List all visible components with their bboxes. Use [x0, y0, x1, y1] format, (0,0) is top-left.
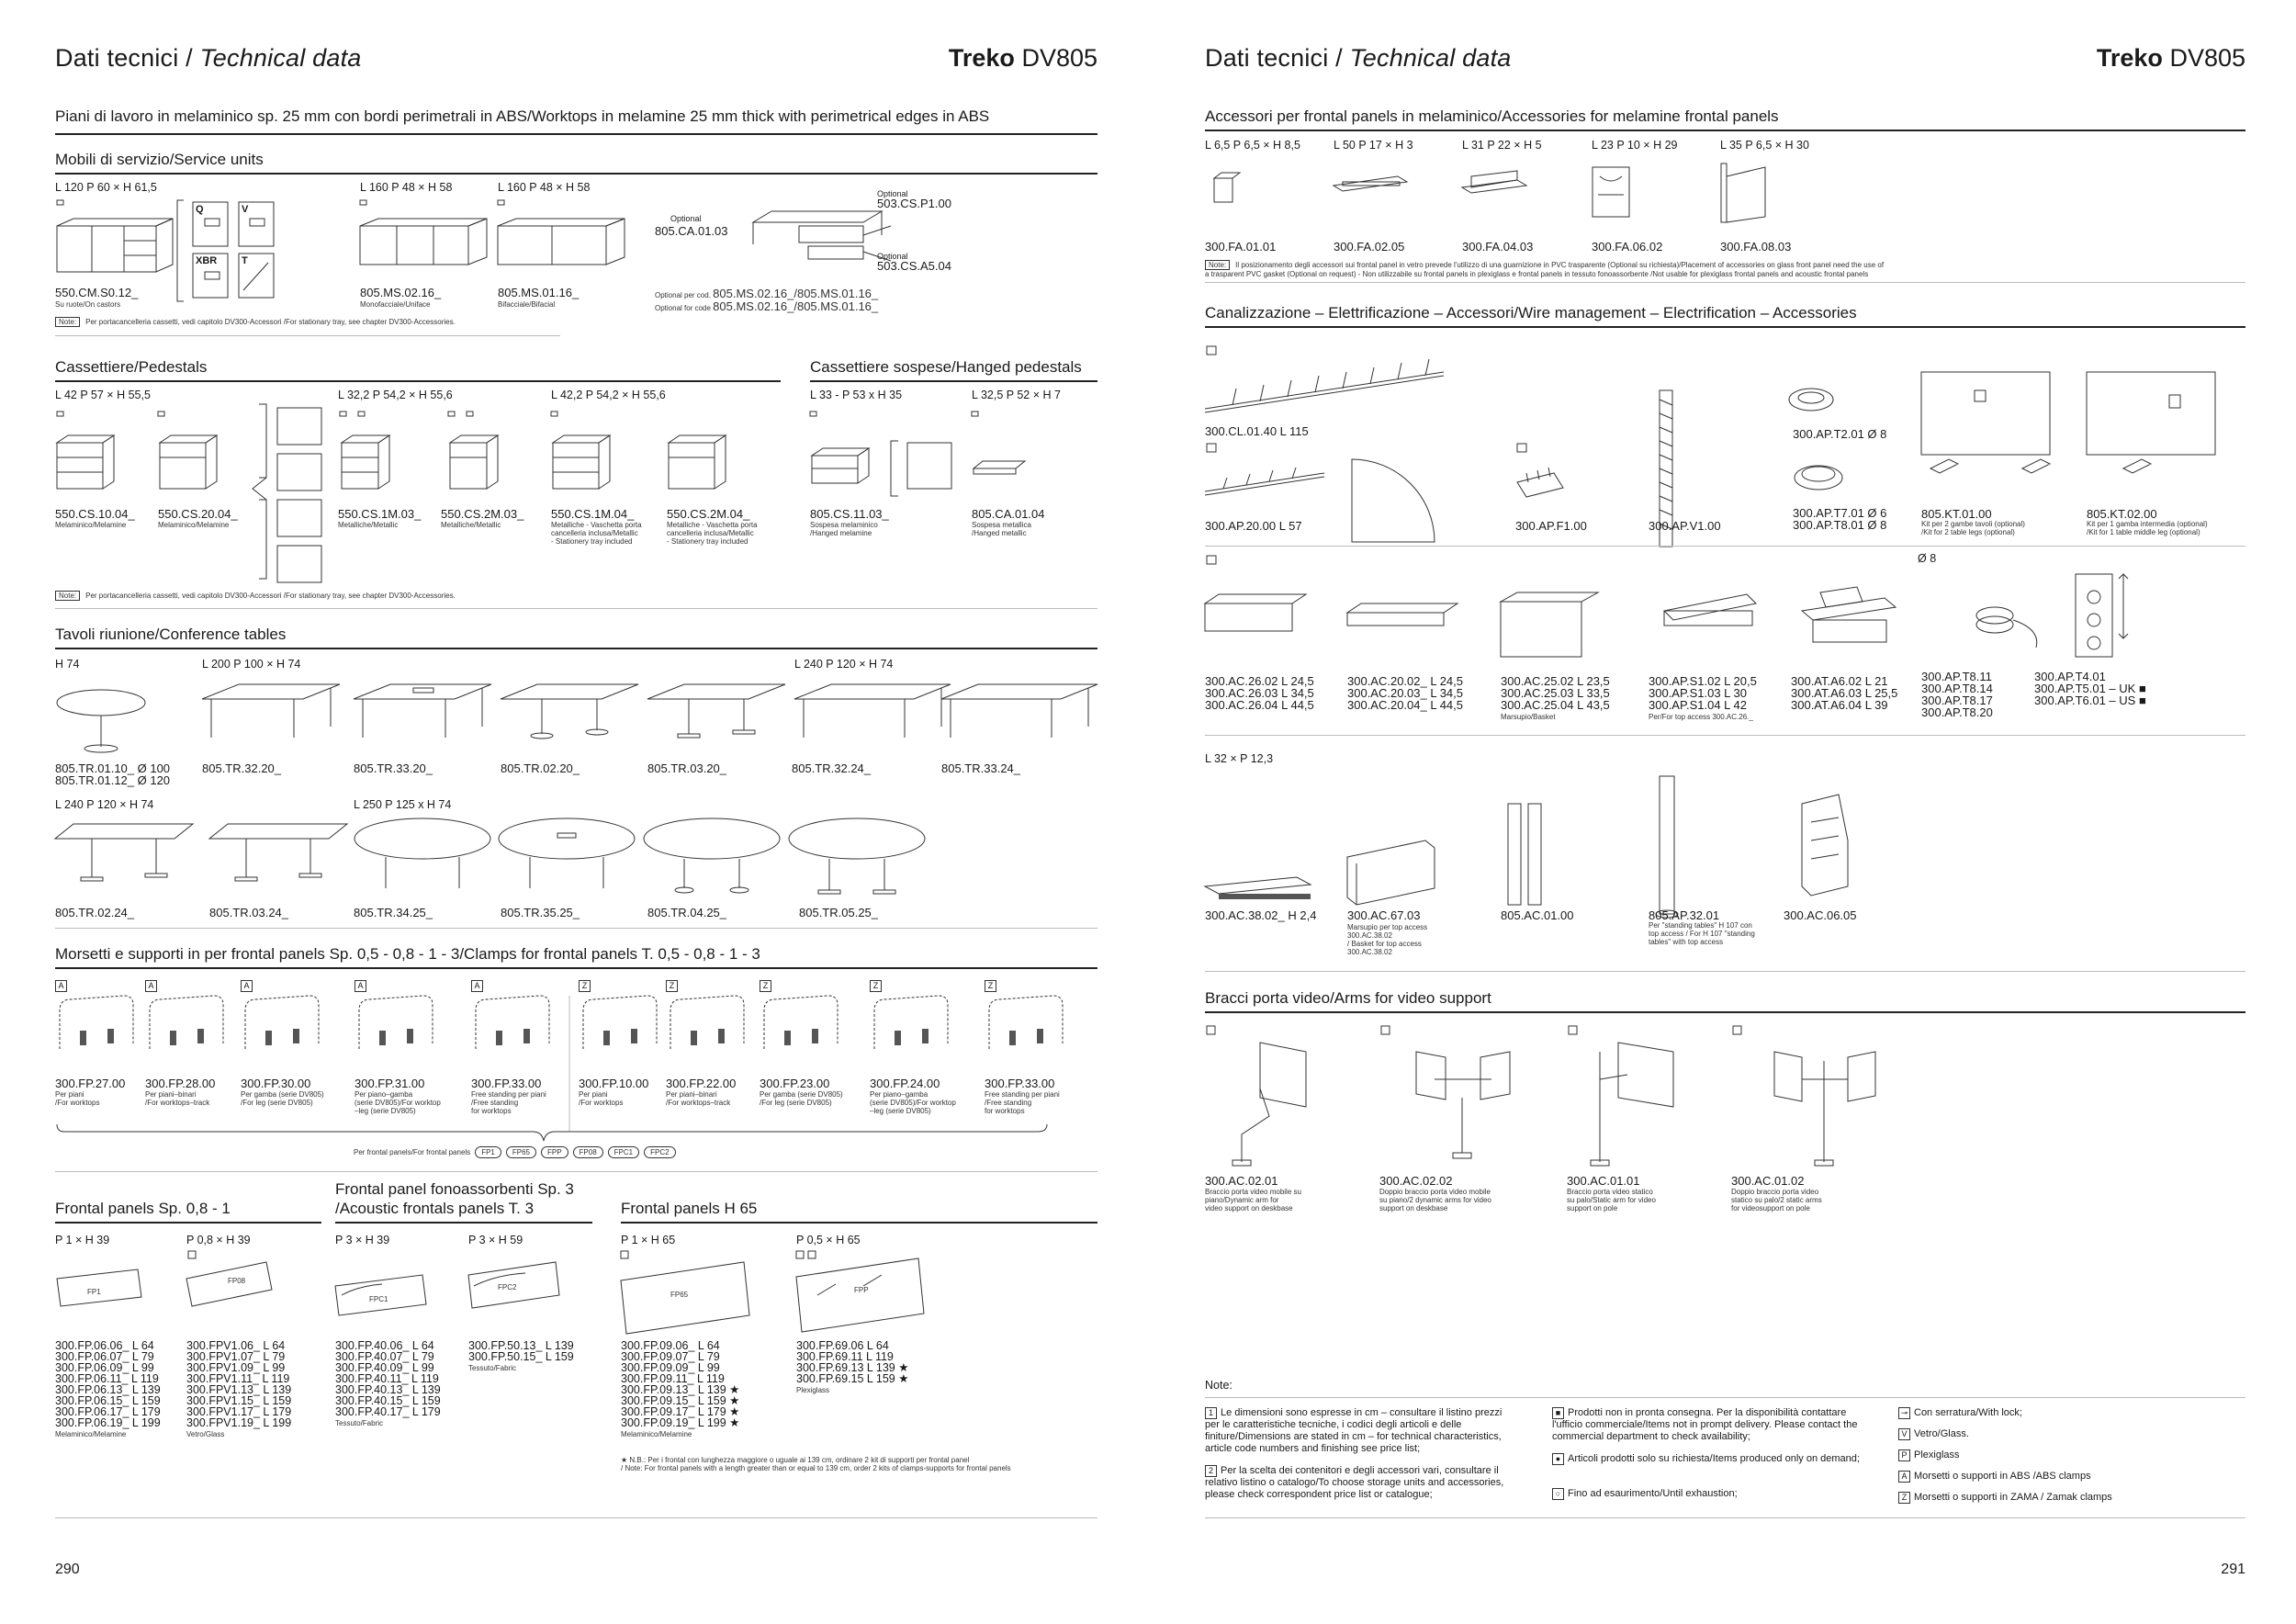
- wire-code: 300.AP.T8.11 300.AP.T8.14 300.AP.T8.17 300.AP.T8.20: [1921, 670, 1993, 719]
- kit-subtitle: Kit per 1 gamba intermedia (optional) /Kit for 1 table middle leg (optional): [2087, 520, 2208, 536]
- clamp-material-tag: Z: [760, 979, 775, 992]
- section-title-video: Bracci porta video/Arms for video support: [1205, 989, 2245, 1013]
- section-title-clamps: Morsetti e supporti in per frontal panels Sp. 0,5 - 0,8 - 1 - 3/Clamps for frontal panels T. 0,5 - 0,8 - 1 - 3: [55, 945, 1097, 969]
- dim-label: L 50 P 17 × H 3: [1334, 139, 1413, 152]
- product-code: 805.TR.33.20_: [354, 761, 433, 775]
- clamp-bracket: [812, 1029, 818, 1043]
- dim-label: P 3 × H 39: [335, 1234, 390, 1246]
- dim-label: L 250 P 125 x H 74: [354, 798, 452, 811]
- clamp-panel-outline: [670, 996, 744, 1049]
- wire-code: 300.AC.38.02_ H 2,4: [1205, 908, 1317, 922]
- clamp-bracket: [523, 1029, 530, 1043]
- section-title-service: Mobili di servizio/Service units: [55, 151, 1097, 175]
- section-title-frontal3: Frontal panels H 65: [621, 1200, 1097, 1224]
- clamp-subtitle: Per piani /For worktops: [55, 1090, 100, 1107]
- section-title-wire: Canalizzazione – Elettrificazione – Accessori/Wire management – Electrification – Accessories: [1205, 304, 2245, 328]
- wire-subtitle: Per "standing tables" H 107 con top access / For H 107 "standing tables" with top access: [1649, 921, 1755, 946]
- page-number: 291: [2221, 1562, 2245, 1577]
- optional-code: 805.CA.01.03: [655, 224, 728, 238]
- wire-code: 300.AC.25.02 L 23,5 300.AC.25.03 L 33,5 300.AC.25.04 L 43,5: [1501, 674, 1610, 712]
- legend-lock: ⊸ Con serratura/With lock;: [1898, 1407, 2201, 1419]
- clamp-bracket: [379, 1031, 386, 1045]
- clamp-drawings: [55, 994, 1065, 1067]
- product-subtitle: Metalliche/Metallic: [441, 521, 501, 529]
- dim-label: L 35 P 6,5 × H 30: [1720, 139, 1809, 152]
- section-title-pedestals: Cassettiere/Pedestals: [55, 358, 781, 382]
- product-code: 805.TR.02.24_: [55, 906, 135, 919]
- clamp-material-tag: A: [241, 979, 256, 992]
- accessory-code: 300.FA.02.05: [1334, 240, 1405, 254]
- intro-text: Piani di lavoro in melaminico sp. 25 mm con bordi perimetrali in ABS/Worktops in melamine 25 mm thick with perimetrical edges in ABS: [55, 107, 990, 125]
- product-code: 805.TR.34.25_: [354, 906, 433, 919]
- clamp-bracket: [631, 1029, 637, 1043]
- clamp-panel-outline: [989, 996, 1063, 1049]
- clamp-bracket: [197, 1029, 204, 1043]
- dim-label: L 200 P 100 × H 74: [202, 658, 301, 671]
- clamp-code: 300.FP.27.00: [55, 1077, 126, 1090]
- clamp-bracket: [170, 1031, 176, 1045]
- dim-label: L 32,5 P 52 × H 7: [972, 389, 1061, 401]
- pedestal-note: Note: Per portacancelleria cassetti, vedi capitolo DV300-Accessori /For stationary tray, see chapter DV300-Accessories.: [55, 591, 456, 601]
- clamp-material-tag: Z: [666, 979, 681, 992]
- panel-label-fpc2: FPC2: [498, 1283, 517, 1291]
- product-code: 805.TR.35.25_: [501, 906, 580, 919]
- video-subtitle: Braccio porta video mobile su piano/Dynamic arm for video support on deskbase: [1205, 1188, 1301, 1212]
- wire-code: 300.AP.20.00 L 57: [1205, 519, 1302, 533]
- clamp-subtitle: Per gamba (serie DV805) /For leg (serie DV805): [760, 1090, 843, 1107]
- dim-label: L 33 - P 53 x H 35: [810, 389, 903, 401]
- product-code: 805.TR.33.24_: [941, 761, 1021, 775]
- clamp-panel-outline: [60, 996, 133, 1049]
- wire-code: 805.KT.02.00: [2087, 507, 2157, 521]
- product-subtitle: Melaminico/Melamine: [55, 521, 127, 529]
- wire-subtitle: Marsupio per top access 300.AC.38.02 / Basket for top access 300.AC.38.02: [1347, 923, 1428, 956]
- product-code: 805.TR.05.25_: [799, 906, 879, 919]
- product-code: 550.CS.2M.03_: [441, 507, 524, 521]
- panel-label-fpc1: FPC1: [369, 1295, 388, 1303]
- clamp-material-tag: A: [355, 979, 370, 992]
- wire-code: 805.AP.32.01: [1649, 908, 1720, 922]
- clamp-bracket: [718, 1029, 725, 1043]
- product-code: 805.MS.02.16_: [360, 286, 442, 299]
- brand-title: Treko DV805: [948, 44, 1097, 72]
- video-subtitle: Doppio braccio porta video statico su palo/2 static arms for videosupport on pole: [1731, 1188, 1822, 1212]
- panel-code-list: 300.FPV1.06_ L 64 300.FPV1.07_ L 79 300.FPV1.09_ L 99 300.FPV1.11_ L 119 300.FPV1.13_ L 139 300.FPV1.15_ L 159 300.FPV1.17_ L 179 300.FPV1.19_ L 199: [186, 1339, 292, 1429]
- clamp-code: 300.FP.31.00: [355, 1077, 425, 1090]
- section-title-frontal2: Frontal panel fonoassorbenti Sp. 3 /Acoustic frontals panels T. 3: [335, 1179, 592, 1224]
- clamp-code: 300.FP.28.00: [145, 1077, 216, 1090]
- clamp-bracket: [496, 1031, 502, 1045]
- letter-t: T: [242, 255, 248, 266]
- wire-code: 300.AT.A6.02 L 21 300.AT.A6.03 L 25,5 300.AT.A6.04 L 39: [1791, 674, 1898, 712]
- dim-label: L 42,2 P 54,2 × H 55,6: [551, 389, 666, 401]
- product-code: 805.CA.01.04: [972, 507, 1045, 521]
- note-exhaustion: ○ Fino ad esaurimento/Until exhaustion;: [1552, 1488, 1864, 1500]
- product-subtitle: Metalliche - Vaschetta porta cancelleria inclusa/Metallic - Stationery tray included: [551, 521, 642, 546]
- frontal-chip: FP08: [573, 1146, 603, 1158]
- product-subtitle: Bifacciale/Bifacial: [498, 300, 556, 309]
- video-code: 300.AC.01.02: [1731, 1174, 1805, 1188]
- clamp-code: 300.FP.30.00: [241, 1077, 311, 1090]
- brand-title: Treko DV805: [2096, 44, 2245, 72]
- dim-label: L 32 × P 12,3: [1205, 752, 1274, 765]
- panel-material: Tessuto/Fabric: [468, 1364, 517, 1372]
- wire-code: 300.AC.20.02_ L 24,5 300.AC.20.03_ L 34,5 300.AC.20.04_ L 44,5: [1347, 674, 1464, 712]
- wire-code: 300.AC.26.02 L 24,5 300.AC.26.03 L 34,5 300.AC.26.04 L 44,5: [1205, 674, 1314, 712]
- dim-label: L 160 P 48 × H 58: [360, 181, 453, 194]
- product-code: 550.CS.20.04_: [158, 507, 238, 521]
- clamp-material-tag: A: [471, 979, 487, 992]
- note-catalogue: 2 Per la scelta dei contenitori e degli accessori vari, consultare il relativo listino o catalogo/To choose storage units and accessories, please check correspondent price list or catalogue;: [1205, 1465, 1507, 1500]
- wire-subtitle: Per/For top access 300.AC.26._: [1649, 713, 1753, 721]
- pedestal-drawings: [55, 404, 1093, 588]
- dim-label: L 160 P 48 × H 58: [498, 181, 591, 194]
- clamp-panel-outline: [150, 996, 223, 1049]
- dim-label: P 0,8 × H 39: [186, 1234, 251, 1246]
- legend-abs: A Morsetti o supporti in ABS /ABS clamps: [1898, 1471, 2201, 1483]
- clamp-panel-outline: [874, 996, 948, 1049]
- clamp-bracket: [895, 1031, 901, 1045]
- notes-title: Note:: [1205, 1379, 1232, 1392]
- panel-code-list: 300.FP.50.13_ L 139 300.FP.50.15_ L 159: [468, 1339, 574, 1363]
- wire-management-drawings: [1205, 344, 2243, 1079]
- product-code: 805.CS.11.03_: [810, 507, 889, 521]
- panel-material: Vetro/Glass: [186, 1430, 225, 1438]
- clamp-subtitle: Per piano–gamba (serie DV805)/For worktop –leg (serie DV805): [355, 1090, 441, 1115]
- accessory-code: 300.FA.06.02: [1592, 240, 1663, 254]
- clamp-subtitle: Per gamba (serie DV805) /For leg (serie DV805): [241, 1090, 324, 1107]
- optional-code: 503.CS.P1.00: [877, 197, 951, 210]
- product-subtitle: Sospesa metallica /Hanged metallic: [972, 521, 1031, 537]
- panel-label-fp1: FP1: [87, 1288, 101, 1296]
- dim-label: P 0,5 × H 65: [796, 1234, 861, 1246]
- product-code: 805.TR.03.20_: [647, 761, 727, 775]
- dim-label: L 23 P 10 × H 29: [1592, 139, 1678, 152]
- wire-code: 805.AC.01.00: [1501, 908, 1574, 922]
- clamp-code: 300.FP.22.00: [666, 1077, 737, 1090]
- letter-v: V: [242, 204, 249, 215]
- product-code: 805.TR.32.20_: [202, 761, 282, 775]
- clamp-bracket: [784, 1031, 791, 1045]
- wire-code: 300.CL.01.40 L 115: [1205, 424, 1309, 438]
- dim-label: L 6,5 P 6,5 × H 8,5: [1205, 139, 1300, 152]
- video-subtitle: Doppio braccio porta video mobile su piano/2 dynamic arms for video support on deskbase: [1379, 1188, 1491, 1212]
- clamp-subtitle: Per piani /For worktops: [579, 1090, 624, 1107]
- clamp-bracket: [603, 1031, 610, 1045]
- panel-material: Tessuto/Fabric: [335, 1419, 384, 1427]
- optional-for-code-label: Optional for code 805.MS.02.16_/805.MS.01.16_: [655, 299, 879, 313]
- wire-code: 805.KT.01.00: [1921, 507, 1992, 521]
- frontal-chip: FPP: [541, 1146, 568, 1158]
- dim-label: L 240 P 120 × H 74: [794, 658, 894, 671]
- page-number: 290: [55, 1562, 80, 1577]
- section-title-tables: Tavoli riunione/Conference tables: [55, 626, 1097, 649]
- dim-label: P 3 × H 59: [468, 1234, 523, 1246]
- panel-material: Melaminico/Melamine: [55, 1430, 127, 1438]
- clamp-subtitle: Free standing per piani /Free standing for worktops: [985, 1090, 1060, 1115]
- product-code: 550.CS.1M.03_: [338, 507, 422, 521]
- clamp-material-tag: Z: [985, 979, 1000, 992]
- clamp-bracket: [922, 1029, 929, 1043]
- product-code: 550.CS.10.04_: [55, 507, 135, 521]
- clamp-bracket: [1009, 1031, 1016, 1045]
- frontal-chip: FP1: [475, 1146, 501, 1158]
- wire-code: 300.AP.V1.00: [1649, 519, 1721, 533]
- page-header: Dati tecnici / Technical data: [55, 44, 362, 72]
- video-code: 300.AC.02.02: [1379, 1174, 1453, 1188]
- wire-code: 300.AC.06.05: [1784, 908, 1857, 922]
- dim-label: L 240 P 120 × H 74: [55, 798, 154, 811]
- optional-label: Optional: [877, 252, 908, 261]
- wire-code: 300.AP.F1.00: [1515, 519, 1587, 533]
- video-code: 300.AC.01.01: [1567, 1174, 1640, 1188]
- panel-material: Melaminico/Melamine: [621, 1430, 692, 1438]
- clamp-bracket: [293, 1029, 299, 1043]
- dim-label: L 32,2 P 54,2 × H 55,6: [338, 389, 453, 401]
- frontal-chip: FP65: [506, 1146, 536, 1158]
- section-title-frontal1: Frontal panels Sp. 0,8 - 1: [55, 1200, 321, 1224]
- clamp-panel-outline: [245, 996, 319, 1049]
- dim-label: H 74: [55, 658, 80, 671]
- panel-code-list: 300.FP.09.06_ L 64 300.FP.09.07_ L 79 300.FP.09.09_ L 99 300.FP.09.11_ L 119 300.FP.09.13_ L 139 ★ 300.FP.09.15_ L 159 ★ 300.FP.09.17_ L 179 ★ 300.FP.09.19_ L 199 ★: [621, 1339, 740, 1429]
- legend-plexiglass: P Plexiglass: [1898, 1449, 2201, 1461]
- dim-label: L 31 P 22 × H 5: [1462, 139, 1542, 152]
- legend-zama: Z Morsetti o supporti in ZAMA / Zamak clamps: [1898, 1492, 2201, 1504]
- accessory-drawings: [1205, 158, 1894, 231]
- dim-label: P 1 × H 65: [621, 1234, 676, 1246]
- table-drawings-row2: [55, 813, 974, 914]
- note-availability: ■ Prodotti non in pronta consegna. Per la disponibilità contattare l'ufficio commerciale/Items not in prompt delivery. Please contact the commercial department to check availability;: [1552, 1407, 1861, 1442]
- kit-subtitle: Kit per 2 gambe tavoli (optional) /Kit for 2 table legs (optional): [1921, 520, 2025, 536]
- panel-code-list: 300.FP.06.06_ L 64 300.FP.06.07_ L 79 300.FP.06.09_ L 99 300.FP.06.11_ L 119 300.FP.06.13_ L 139 300.FP.06.15_ L 159 300.FP.06.17_ L 179 300.FP.06.19_ L 199: [55, 1339, 161, 1429]
- clamp-subtitle: Per piani–binari /For worktops–track: [145, 1090, 210, 1107]
- optional-label: Optional: [670, 214, 702, 223]
- product-subtitle: Metalliche/Metallic: [338, 521, 399, 529]
- product-code: 805.TR.02.20_: [501, 761, 580, 775]
- dim-label: P 1 × H 39: [55, 1234, 110, 1246]
- right-page: [1148, 0, 2296, 1624]
- product-code: 805.TR.32.24_: [792, 761, 872, 775]
- panel-material: Plexiglass: [796, 1386, 830, 1394]
- accessory-note: Note: Il posizionamento degli accessori sui frontal panel in vetro prevede l'utilizzo di una guarnizione in PVC trasparente (Optional su richiesta)/Placement of accessories on glass front panel need the use of a trasparent PVC gasket (Optional on request) - Non utilizzabile su frontal panels in plexiglass e frontal panels in tessuto fonoassorbente /Not usable for plexiglass frontal panels and acoustic frontal panels: [1205, 261, 1885, 278]
- wire-code: 300.AP.S1.02 L 20,5 300.AP.S1.03 L 30 300.AP.S1.04 L 42: [1649, 674, 1757, 712]
- clamp-panel-outline: [476, 996, 549, 1049]
- letter-xbr: XBR: [196, 255, 218, 266]
- clamp-bracket: [1037, 1029, 1043, 1043]
- clamp-panel-outline: [583, 996, 657, 1049]
- video-subtitle: Braccio porta video statico su palo/Static arm for video support on pole: [1567, 1188, 1656, 1212]
- service-note: Note: Per portacancelleria cassetti, vedi capitolo DV300-Accessori /For stationary tray, see chapter DV300-Accessories.: [55, 317, 456, 327]
- product-subtitle: Melaminico/Melamine: [158, 521, 230, 529]
- product-code: 805.TR.01.10_ Ø 100 805.TR.01.12_ Ø 120: [55, 761, 171, 787]
- clamp-bracket: [80, 1031, 86, 1045]
- note-dimensions: 1 Le dimensioni sono espresse in cm – consultare il listino prezzi per le caratteristiche tecniche, i codici degli articoli e delle finiture/Dimensions are stated in cm – for technical characteristics, article code numbers and finishing see price list;: [1205, 1407, 1505, 1454]
- clamp-material-tag: Z: [579, 979, 594, 992]
- clamp-code: 300.FP.10.00: [579, 1077, 649, 1090]
- clamp-bracket: [265, 1031, 272, 1045]
- section-title-accessories: Accessori per frontal panels in melaminico/Accessories for melamine frontal panels: [1205, 107, 2245, 131]
- optional-label: Optional: [877, 189, 908, 198]
- product-code: 550.CS.2M.04_: [667, 507, 750, 521]
- panel-label-fp08: FP08: [228, 1277, 246, 1285]
- clamp-bracket: [691, 1031, 697, 1045]
- dim-label: L 120 P 60 × H 61,5: [55, 181, 157, 194]
- clamp-material-tag: A: [55, 979, 71, 992]
- product-subtitle: Monofacciale/Uniface: [360, 300, 431, 309]
- product-code: 805.TR.03.24_: [209, 906, 289, 919]
- frontal-chip: FPC2: [644, 1146, 675, 1158]
- clamp-code: 300.FP.24.00: [870, 1077, 940, 1090]
- clamp-code: 300.FP.33.00: [471, 1077, 542, 1090]
- clamp-code: 300.FP.33.00: [985, 1077, 1055, 1090]
- clamp-material-tag: Z: [870, 979, 885, 992]
- note-on-demand: ● Articoli prodotti solo su richiesta/Items produced only on demand;: [1552, 1453, 1864, 1465]
- product-code: 805.MS.01.16_: [498, 286, 580, 299]
- clamp-subtitle: Per piano–gamba (serie DV805)/For worktop –leg (serie DV805): [870, 1090, 956, 1115]
- star-note: ★ N.B.: Per i frontal con lunghezza maggiore o uguale ai 139 cm, ordinare 2 kit di supporti per frontal panel / Note: For frontal panels with a length greater than or equal to 139 cm, order 2 kits of clamps-supports for frontal panels: [621, 1456, 1011, 1472]
- frontal-chip: FPC1: [608, 1146, 639, 1158]
- product-subtitle: Sospesa melaminico /Hanged melamine: [810, 521, 878, 537]
- product-subtitle: Su ruote/On castors: [55, 300, 121, 309]
- clamp-bracket: [407, 1029, 413, 1043]
- wire-code: 300.AP.T4.01 300.AP.T5.01 – UK ■ 300.AP.T6.01 – US ■: [2034, 670, 2146, 707]
- accessory-code: 300.FA.08.03: [1720, 240, 1792, 254]
- frontal-panels-chips: Per frontal panels/For frontal panels FP1 FP65 FPP FP08 FPC1 FPC2: [354, 1146, 676, 1158]
- panel-code-list: 300.FP.69.06 L 64 300.FP.69.11 L 119 300.FP.69.13 L 139 ★ 300.FP.69.15 L 159 ★: [796, 1339, 909, 1385]
- clamp-panel-outline: [764, 996, 838, 1049]
- accessory-code: 300.FA.01.01: [1205, 240, 1277, 254]
- letter-q: Q: [196, 204, 204, 215]
- clamp-subtitle: Free standing per piani /Free standing for worktops: [471, 1090, 546, 1115]
- wire-code: 300.AP.T7.01 Ø 6 300.AP.T8.01 Ø 8: [1793, 506, 1887, 532]
- clamp-material-tag: A: [145, 979, 161, 992]
- wire-code: 300.AC.67.03: [1347, 908, 1421, 922]
- wire-code: 300.AP.T2.01 Ø 8: [1793, 427, 1887, 441]
- wire-subtitle: Marsupio/Basket: [1501, 713, 1556, 721]
- product-code: 805.TR.04.25_: [647, 906, 727, 919]
- dim-label: L 42 P 57 × H 55,5: [55, 389, 151, 401]
- optional-code: 503.CS.A5.04: [877, 259, 951, 273]
- clamp-panel-outline: [359, 996, 433, 1049]
- frontal-panel-drawings: [55, 1249, 974, 1341]
- optional-per-code-label: Optional per cod. 805.MS.02.16_/805.MS.01.16_: [655, 287, 879, 300]
- clamp-code: 300.FP.23.00: [760, 1077, 830, 1090]
- clamp-bracket: [107, 1029, 114, 1043]
- panel-label-fp65: FP65: [670, 1291, 689, 1299]
- clamp-subtitle: Per piani–binari /For worktops–track: [666, 1090, 731, 1107]
- legend-glass: V Vetro/Glass.: [1898, 1428, 2201, 1440]
- panel-label-fpp: FPP: [854, 1286, 869, 1294]
- accessory-code: 300.FA.04.03: [1462, 240, 1534, 254]
- product-code: 550.CM.S0.12_: [55, 286, 139, 299]
- product-subtitle: Metalliche - Vaschetta porta cancelleria inclusa/Metallic - Stationery tray included: [667, 521, 758, 546]
- diameter-label: Ø 8: [1918, 552, 1937, 565]
- video-arm-drawings: [1205, 1024, 1940, 1171]
- video-code: 300.AC.02.01: [1205, 1174, 1278, 1188]
- page-header: Dati tecnici / Technical data: [1205, 44, 1512, 72]
- section-title-hanged: Cassettiere sospese/Hanged pedestals: [810, 358, 1097, 382]
- product-code: 550.CS.1M.04_: [551, 507, 635, 521]
- clamp-brace: [55, 1122, 1065, 1146]
- panel-code-list: 300.FP.40.06_ L 64 300.FP.40.07_ L 79 300.FP.40.09_ L 99 300.FP.40.11_ L 119 300.FP.40.13_ L 139 300.FP.40.15_ L 159 300.FP.40.17_ L 179: [335, 1339, 441, 1418]
